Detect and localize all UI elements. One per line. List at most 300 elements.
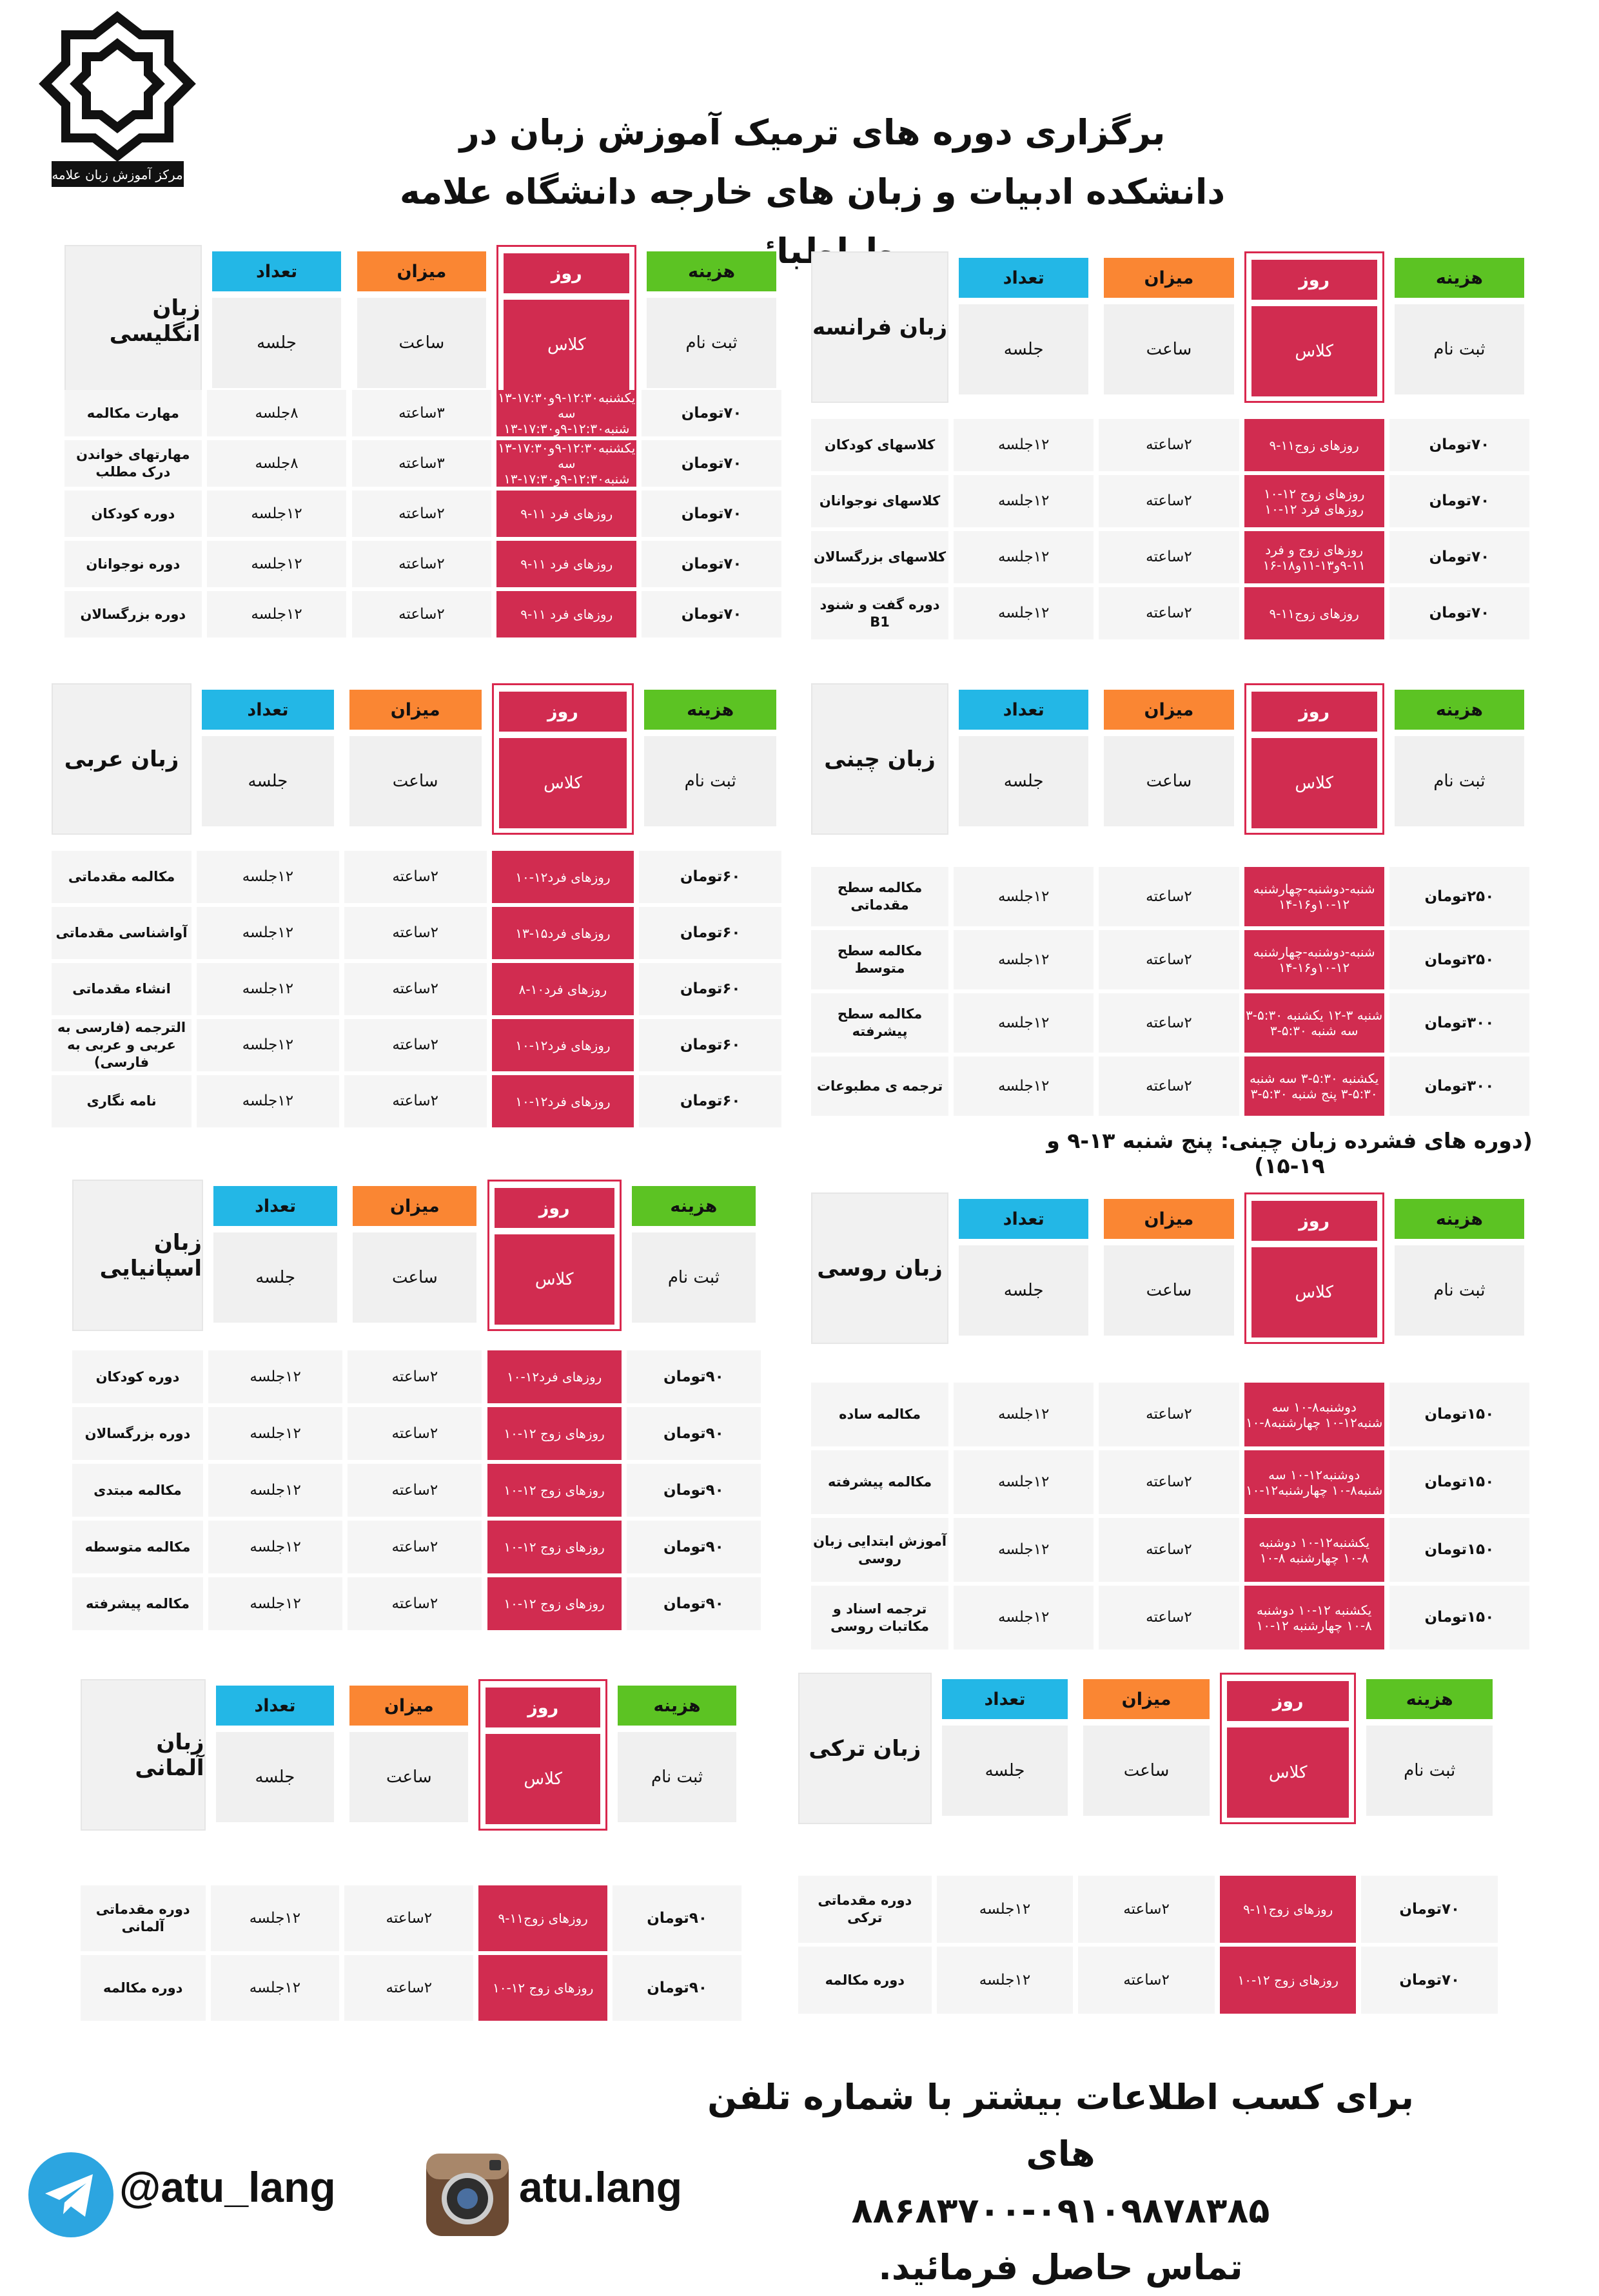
day-cell: روزهای فرد ۱۱-۹	[496, 591, 636, 637]
fee-cell: ۶۰تومان	[639, 963, 781, 1015]
course-name-cell: مهارتهای خواندن درک مطلب	[64, 440, 202, 487]
table-row	[72, 1577, 761, 1634]
count-cell: ۱۲جلسه	[954, 587, 1094, 639]
table-row	[811, 930, 1529, 993]
title-line-2: دانشکده ادبیات و زبان های خارجه دانشگاه علامه	[399, 171, 1226, 212]
english-header-count	[207, 245, 347, 396]
fee-cell: ۳۰۰تومان	[1389, 993, 1529, 1053]
count-cell: ۱۲جلسه	[954, 867, 1094, 926]
table-row	[811, 993, 1529, 1056]
course-name-cell: ترجمه اسناد و مکاتبات روسی	[811, 1586, 948, 1649]
hours-cell: ۲ساعته	[1078, 1947, 1215, 2014]
hours-cell: ۲ساعته	[348, 1577, 482, 1630]
count-cell: ۱۲جلسه	[197, 1019, 339, 1071]
hours-cell: ۲ساعته	[1099, 1056, 1239, 1116]
count-cell: ۱۲جلسه	[954, 531, 1094, 583]
day-cell: یکشنبه۱۲:۳۰-۹و۱۷:۳۰-۱۳ سه شنبه۱۲:۳۰-۹و۱۷:۳۰-۱۳	[498, 390, 636, 436]
spanish-header-day	[487, 1180, 622, 1331]
day-cell: روزهای زوج۱۱-۹	[1244, 587, 1384, 639]
hours-cell: ۲ساعته	[344, 851, 487, 903]
course-name-cell: مکالمه متوسطه	[72, 1521, 203, 1573]
table-row	[52, 963, 781, 1019]
arabic-header-day	[492, 683, 634, 835]
course-name-cell: دوره مقدماتی آلمانی	[81, 1885, 206, 1951]
french-language-label: زبان فرانسه	[811, 251, 948, 403]
spanish-header-fee	[627, 1180, 761, 1331]
fee-subcaption: ثبت نام	[644, 736, 776, 826]
hours-caption: میزان	[349, 1686, 468, 1726]
fee-cell: ۹۰تومان	[627, 1350, 761, 1403]
count-cell: ۱۲جلسه	[208, 1407, 342, 1460]
hours-cell: ۳ساعته	[352, 390, 492, 436]
hours-subcaption: ساعت	[349, 1732, 468, 1822]
french-header-count	[954, 251, 1094, 403]
hours-caption: میزان	[353, 1186, 476, 1226]
fee-cell: ۹۰تومان	[613, 1955, 741, 2021]
course-name-cell: دوره بزرگسالان	[64, 591, 202, 637]
fee-cell: ۷۰تومان	[642, 591, 781, 637]
day-cell: روزهای فرد۱۲-۱۰	[492, 1075, 634, 1127]
day-caption: روز	[1251, 692, 1377, 732]
fee-cell: ۹۰تومان	[627, 1577, 761, 1630]
fee-subcaption: ثبت نام	[1395, 304, 1524, 394]
fee-cell: ۲۵۰تومان	[1389, 930, 1529, 989]
hours-cell: ۲ساعته	[1099, 993, 1239, 1053]
day-subcaption: کلاس	[1251, 738, 1377, 828]
count-subcaption: جلسه	[959, 304, 1088, 394]
fee-subcaption: ثبت نام	[1366, 1726, 1493, 1816]
count-caption: تعداد	[212, 251, 342, 291]
course-name-cell: دوره مقدماتی ترکی	[798, 1876, 932, 1943]
count-cell: ۱۲جلسه	[208, 1464, 342, 1517]
hours-cell: ۲ساعته	[352, 591, 492, 637]
day-cell: روزهای زوج ۱۲-۱۰	[487, 1407, 622, 1460]
table-row	[52, 1075, 781, 1131]
hours-cell: ۲ساعته	[344, 1885, 473, 1951]
hours-subcaption: ساعت	[1104, 736, 1233, 826]
count-subcaption: جلسه	[959, 1245, 1088, 1336]
russian-language-label: زبان روسی	[811, 1192, 948, 1344]
hours-cell: ۲ساعته	[344, 1019, 487, 1071]
fee-cell: ۶۰تومان	[639, 1075, 781, 1127]
count-cell: ۱۲جلسه	[207, 541, 347, 587]
arabic-header-fee	[639, 683, 781, 835]
turkish-header-hours	[1078, 1673, 1215, 1824]
course-name-cell: نامه نگاری	[52, 1075, 191, 1127]
table-row	[798, 1876, 1498, 1947]
spanish-header-hours	[348, 1180, 482, 1331]
fee-cell: ۱۵۰تومان	[1389, 1383, 1529, 1446]
arabic-header-hours	[344, 683, 487, 835]
german-language-label: زبان آلمانی	[81, 1679, 206, 1831]
chinese-header-count	[954, 683, 1094, 835]
hours-caption: میزان	[349, 690, 482, 730]
fee-cell: ۱۵۰تومان	[1389, 1450, 1529, 1514]
day-cell: یکشنبه ۱۲-۱۰ دوشنبه ۸-۱۰ چهارشنبه ۱۲-۱۰	[1244, 1586, 1384, 1649]
hours-caption: میزان	[1104, 690, 1233, 730]
fee-cell: ۹۰تومان	[627, 1407, 761, 1460]
count-cell: ۸جلسه	[207, 390, 347, 436]
title-line-1: برگزاری دوره های ترمیک آموزش زبان در	[459, 112, 1166, 153]
day-cell: دوشنبه۱۲-۱۰ سه شنبه۸-۱۰ چهارشنبه۱۲-۱۰	[1244, 1450, 1384, 1514]
table-row	[52, 907, 781, 963]
fee-caption: هزینه	[618, 1686, 736, 1726]
table-row	[64, 390, 781, 440]
count-caption: تعداد	[959, 258, 1088, 298]
fee-caption: هزینه	[1395, 1199, 1524, 1239]
day-cell: روزهای فرد۱۲-۱۰	[492, 851, 634, 903]
count-caption: تعداد	[202, 690, 334, 730]
course-name-cell: مهارت مکالمه	[64, 390, 202, 436]
fee-caption: هزینه	[1395, 258, 1524, 298]
table-row	[72, 1407, 761, 1464]
count-cell: ۱۲جلسه	[954, 930, 1094, 989]
fee-cell: ۹۰تومان	[627, 1521, 761, 1573]
arabic-language-label: زبان عربی	[52, 683, 191, 835]
contact-info	[696, 2069, 1425, 2296]
count-cell: ۱۲جلسه	[954, 1383, 1094, 1446]
table-row	[811, 475, 1529, 531]
table-row	[72, 1521, 761, 1577]
instagram-handle[interactable]: atu.lang	[519, 2163, 683, 2211]
fee-caption: هزینه	[632, 1186, 756, 1226]
svg-text:مرکز آموزش زبان علامه: مرکز آموزش زبان علامه	[52, 167, 183, 182]
german-header-day	[478, 1679, 607, 1831]
fee-cell: ۷۰تومان	[1361, 1947, 1498, 2014]
fee-cell: ۷۰تومان	[642, 390, 781, 436]
day-cell: یکشنبه۱۲-۱۰ دوشنبه ۸-۱۰ چهارشنبه ۸-۱۰	[1244, 1518, 1384, 1582]
count-cell: ۱۲جلسه	[954, 1518, 1094, 1582]
count-cell: ۱۲جلسه	[208, 1577, 342, 1630]
fee-subcaption: ثبت نام	[1395, 736, 1524, 826]
russian-header-day	[1244, 1192, 1384, 1344]
count-cell: ۱۲جلسه	[937, 1876, 1074, 1943]
table-row	[64, 440, 781, 491]
count-subcaption: جلسه	[216, 1732, 335, 1822]
table-row	[81, 1955, 741, 2025]
fee-cell: ۱۵۰تومان	[1389, 1586, 1529, 1649]
hours-caption: میزان	[357, 251, 487, 291]
chinese-header-day	[1244, 683, 1384, 835]
fee-cell: ۷۰تومان	[1389, 419, 1529, 471]
hours-cell: ۲ساعته	[344, 1955, 473, 2021]
day-cell: روزهای زوج ۱۲-۱۰	[487, 1521, 622, 1573]
fee-cell: ۱۵۰تومان	[1389, 1518, 1529, 1582]
contact-line-1: برای کسب اطلاعات بیشتر با شماره تلفن های	[707, 2077, 1414, 2174]
course-name-cell: مکالمه مقدماتی	[52, 851, 191, 903]
fee-cell: ۶۰تومان	[639, 851, 781, 903]
table-row	[64, 591, 781, 641]
day-cell: شنبه ۳-۱۲ یکشنبه ۵:۳۰-۳ سه شنبه ۵:۳۰-۳	[1244, 993, 1384, 1053]
count-cell: ۱۲جلسه	[954, 993, 1094, 1053]
day-cell: روزهای زوج ۱۲-۱۰	[478, 1955, 607, 2021]
fee-cell: ۲۵۰تومان	[1389, 867, 1529, 926]
german-header-hours	[344, 1679, 473, 1831]
hours-cell: ۲ساعته	[1099, 419, 1239, 471]
hours-cell: ۲ساعته	[344, 963, 487, 1015]
hours-cell: ۲ساعته	[1099, 531, 1239, 583]
english-header-fee	[642, 245, 781, 396]
count-cell: ۱۲جلسه	[197, 907, 339, 959]
hours-subcaption: ساعت	[349, 736, 482, 826]
course-name-cell: دوره گفت و شنود B1	[811, 587, 948, 639]
day-cell: روزهای فرد ۱۱-۹	[496, 541, 636, 587]
day-cell: روزهای زوج و فرد ۱۱-۹و۱۳-۱۱و۱۸-۱۶	[1244, 531, 1384, 583]
table-row	[64, 541, 781, 591]
day-cell: روزهای زوج ۱۲-۱۰ روزهای فرد ۱۲-۱۰	[1244, 475, 1384, 527]
hours-cell: ۲ساعته	[344, 907, 487, 959]
german-header-count	[211, 1679, 340, 1831]
day-cell: روزهای فرد۱۵-۱۳	[492, 907, 634, 959]
chinese-intensive-note: (دوره های فشرده زبان چینی: پنج شنبه ۱۳-۹ و ۱۹-۱۵)	[1046, 1128, 1533, 1178]
day-subcaption: کلاس	[1251, 306, 1377, 396]
course-name-cell: مکالمه ساده	[811, 1383, 948, 1446]
hours-caption: میزان	[1083, 1679, 1210, 1719]
course-name-cell: دوره مکالمه	[798, 1947, 932, 2014]
fee-caption: هزینه	[647, 251, 776, 291]
day-cell: روزهای زوج۱۱-۹	[1220, 1876, 1357, 1943]
day-cell: شنبه-دوشنبه-چهارشنبه ۱۲-۱۰و۱۶-۱۴	[1244, 867, 1384, 926]
table-row	[798, 1947, 1498, 2018]
course-name-cell: انشاء مقدماتی	[52, 963, 191, 1015]
course-name-cell: مکالمه سطح پیشرفته	[811, 993, 948, 1053]
day-cell: روزهای زوج ۱۲-۱۰	[1220, 1947, 1357, 2014]
fee-cell: ۷۰تومان	[1389, 531, 1529, 583]
hours-subcaption: ساعت	[1083, 1726, 1210, 1816]
contact-phones: ۸۸۶۸۳۷۰۰-۰۹۱۰۹۸۷۸۳۸۵	[851, 2190, 1270, 2231]
count-cell: ۱۲جلسه	[208, 1350, 342, 1403]
hours-subcaption: ساعت	[357, 298, 487, 388]
count-cell: ۸جلسه	[207, 440, 347, 487]
count-cell: ۱۲جلسه	[211, 1885, 340, 1951]
hours-caption: میزان	[1104, 1199, 1233, 1239]
table-row	[811, 531, 1529, 587]
hours-cell: ۲ساعته	[1099, 587, 1239, 639]
french-header-hours	[1099, 251, 1239, 403]
table-row	[811, 1586, 1529, 1653]
hours-cell: ۲ساعته	[1078, 1876, 1215, 1943]
table-row	[72, 1464, 761, 1521]
course-name-cell: الترجمه (فارسی به عربی و عربی به فارسی)	[52, 1019, 191, 1071]
hours-cell: ۲ساعته	[352, 491, 492, 537]
day-cell: یکشنبه ۵:۳۰-۳ سه شنبه ۵:۳۰-۳ پنج شنبه ۵:۳۰-۳	[1244, 1056, 1384, 1116]
table-row	[81, 1885, 741, 1955]
russian-header-fee	[1389, 1192, 1529, 1344]
chinese-header-hours	[1099, 683, 1239, 835]
count-cell: ۱۲جلسه	[937, 1947, 1074, 2014]
table-row	[811, 1518, 1529, 1586]
hours-cell: ۲ساعته	[352, 541, 492, 587]
russian-header-count	[954, 1192, 1094, 1344]
count-cell: ۱۲جلسه	[197, 963, 339, 1015]
table-row	[52, 1019, 781, 1075]
day-subcaption: کلاس	[495, 1234, 614, 1325]
hours-subcaption: ساعت	[1104, 304, 1233, 394]
count-cell: ۱۲جلسه	[954, 1450, 1094, 1514]
turkish-language-label: زبان ترکی	[798, 1673, 932, 1824]
fee-caption: هزینه	[1395, 690, 1524, 730]
day-caption: روز	[1251, 260, 1377, 300]
table-row	[811, 1383, 1529, 1450]
course-name-cell: آموزش ابتدایی زبان روسی	[811, 1518, 948, 1582]
course-name-cell: دوره مکالمه	[81, 1955, 206, 2021]
fee-cell: ۹۰تومان	[627, 1464, 761, 1517]
fee-cell: ۶۰تومان	[639, 907, 781, 959]
count-subcaption: جلسه	[959, 736, 1088, 826]
count-caption: تعداد	[959, 690, 1088, 730]
course-name-cell: مکالمه مبتدی	[72, 1464, 203, 1517]
day-cell: روزهای فرد ۱۱-۹	[496, 491, 636, 537]
count-cell: ۱۲جلسه	[211, 1955, 340, 2021]
day-caption: روز	[495, 1188, 614, 1228]
table-row	[811, 587, 1529, 643]
count-cell: ۱۲جلسه	[207, 491, 347, 537]
day-caption: روز	[486, 1688, 600, 1727]
university-logo	[26, 9, 210, 193]
hours-cell: ۲ساعته	[1099, 1518, 1239, 1582]
turkish-header-fee	[1361, 1673, 1498, 1824]
day-caption: روز	[1227, 1681, 1349, 1721]
chinese-language-label: زبان چینی	[811, 683, 948, 835]
telegram-handle[interactable]: @atu_lang	[119, 2163, 336, 2211]
day-subcaption: کلاس	[486, 1734, 600, 1824]
day-cell: شنبه-دوشنبه-چهارشنبه ۱۲-۱۰و۱۶-۱۴	[1244, 930, 1384, 989]
hours-cell: ۳ساعته	[352, 440, 492, 487]
fee-cell: ۷۰تومان	[642, 440, 781, 487]
table-row	[811, 1056, 1529, 1120]
english-header-day	[496, 245, 636, 396]
hours-cell: ۲ساعته	[348, 1464, 482, 1517]
hours-cell: ۲ساعته	[348, 1521, 482, 1573]
french-header-fee	[1389, 251, 1529, 403]
day-cell: دوشنبه۸-۱۰ سه شنبه۱۲-۱۰ چهارشنبه۸-۱۰	[1244, 1383, 1384, 1446]
day-subcaption: کلاس	[1251, 1247, 1377, 1338]
fee-cell: ۷۰تومان	[1389, 587, 1529, 639]
contact-line-3: تماس حاصل فرمائید.	[878, 2247, 1243, 2288]
hours-cell: ۲ساعته	[1099, 930, 1239, 989]
count-cell: ۱۲جلسه	[954, 475, 1094, 527]
course-name-cell: مکالمه سطح متوسط	[811, 930, 948, 989]
spanish-language-label: زبان اسپانیایی	[72, 1180, 203, 1331]
chinese-header-fee	[1389, 683, 1529, 835]
day-caption: روز	[504, 253, 629, 293]
fee-subcaption: ثبت نام	[618, 1732, 736, 1822]
course-name-cell: دوره کودکان	[64, 491, 202, 537]
english-header-hours	[352, 245, 492, 396]
count-subcaption: جلسه	[212, 298, 342, 388]
course-name-cell: دوره کودکان	[72, 1350, 203, 1403]
table-row	[52, 851, 781, 907]
day-cell: روزهای فرد۱۰-۸	[492, 963, 634, 1015]
course-name-cell: مکالمه سطح مقدماتی	[811, 867, 948, 926]
hours-cell: ۲ساعته	[1099, 1383, 1239, 1446]
hours-cell: ۲ساعته	[1099, 1450, 1239, 1514]
day-caption: روز	[1251, 1201, 1377, 1241]
fee-cell: ۷۰تومان	[642, 541, 781, 587]
day-cell: روزهای زوج۱۱-۹	[1244, 419, 1384, 471]
course-name-cell: مکالمه پیشرفته	[811, 1450, 948, 1514]
hours-cell: ۲ساعته	[344, 1075, 487, 1127]
fee-cell: ۹۰تومان	[613, 1885, 741, 1951]
fee-cell: ۷۰تومان	[1361, 1876, 1498, 1943]
day-cell: روزهای فرد۱۲-۱۰	[487, 1350, 622, 1403]
count-subcaption: جلسه	[942, 1726, 1068, 1816]
hours-cell: ۲ساعته	[1099, 1586, 1239, 1649]
count-cell: ۱۲جلسه	[954, 419, 1094, 471]
fee-subcaption: ثبت نام	[647, 298, 776, 388]
turkish-header-day	[1220, 1673, 1357, 1824]
table-row	[811, 867, 1529, 930]
day-cell: روزهای زوج ۱۲-۱۰	[487, 1464, 622, 1517]
day-cell: روزهای زوج ۱۲-۱۰	[487, 1577, 622, 1630]
fee-caption: هزینه	[1366, 1679, 1493, 1719]
course-name-cell: ترجمه ی مطبوعات	[811, 1056, 948, 1116]
day-cell: یکشنبه۱۲:۳۰-۹و۱۷:۳۰-۱۳ سه شنبه۱۲:۳۰-۹و۱۷:۳۰-۱۳	[498, 440, 636, 487]
count-cell: ۱۲جلسه	[197, 851, 339, 903]
hours-cell: ۲ساعته	[1099, 475, 1239, 527]
count-cell: ۱۲جلسه	[954, 1586, 1094, 1649]
count-caption: تعداد	[959, 1199, 1088, 1239]
table-row	[811, 1450, 1529, 1518]
fee-caption: هزینه	[644, 690, 776, 730]
table-row	[811, 419, 1529, 475]
day-cell: روزهای فرد۱۲-۱۰	[492, 1019, 634, 1071]
fee-subcaption: ثبت نام	[632, 1232, 756, 1323]
course-name-cell: دوره نوجوانان	[64, 541, 202, 587]
turkish-header-count	[937, 1673, 1074, 1824]
fee-cell: ۷۰تومان	[642, 491, 781, 537]
hours-cell: ۲ساعته	[348, 1350, 482, 1403]
russian-header-hours	[1099, 1192, 1239, 1344]
count-subcaption: جلسه	[202, 736, 334, 826]
course-name-cell: کلاسهای بزرگسالان	[811, 531, 948, 583]
hours-subcaption: ساعت	[1104, 1245, 1233, 1336]
count-cell: ۱۲جلسه	[197, 1075, 339, 1127]
fee-cell: ۳۰۰تومان	[1389, 1056, 1529, 1116]
arabic-header-count	[197, 683, 339, 835]
count-caption: تعداد	[942, 1679, 1068, 1719]
telegram-icon[interactable]	[26, 2150, 116, 2240]
english-language-label: زبان انگلیسی	[64, 245, 202, 396]
course-name-cell: مکالمه پیشرفته	[72, 1577, 203, 1630]
spanish-header-count	[208, 1180, 342, 1331]
count-subcaption: جلسه	[213, 1232, 337, 1323]
german-header-fee	[613, 1679, 741, 1831]
day-subcaption: کلاس	[504, 300, 629, 390]
course-name-cell: کلاسهای نوجوانان	[811, 475, 948, 527]
day-subcaption: کلاس	[499, 738, 627, 828]
fee-subcaption: ثبت نام	[1395, 1245, 1524, 1336]
table-row	[72, 1350, 761, 1407]
hours-caption: میزان	[1104, 258, 1233, 298]
day-caption: روز	[499, 692, 627, 732]
instagram-icon[interactable]	[422, 2150, 513, 2240]
count-cell: ۱۲جلسه	[207, 591, 347, 637]
french-header-day	[1244, 251, 1384, 403]
course-name-cell: آواشناسی مقدماتی	[52, 907, 191, 959]
table-row	[64, 491, 781, 541]
count-caption: تعداد	[216, 1686, 335, 1726]
course-name-cell: کلاسهای کودکان	[811, 419, 948, 471]
hours-cell: ۲ساعته	[1099, 867, 1239, 926]
hours-subcaption: ساعت	[353, 1232, 476, 1323]
day-cell: روزهای زوج۱۱-۹	[478, 1885, 607, 1951]
course-name-cell: دوره بزرگسالان	[72, 1407, 203, 1460]
fee-cell: ۶۰تومان	[639, 1019, 781, 1071]
count-cell: ۱۲جلسه	[208, 1521, 342, 1573]
day-subcaption: کلاس	[1227, 1727, 1349, 1818]
count-cell: ۱۲جلسه	[954, 1056, 1094, 1116]
